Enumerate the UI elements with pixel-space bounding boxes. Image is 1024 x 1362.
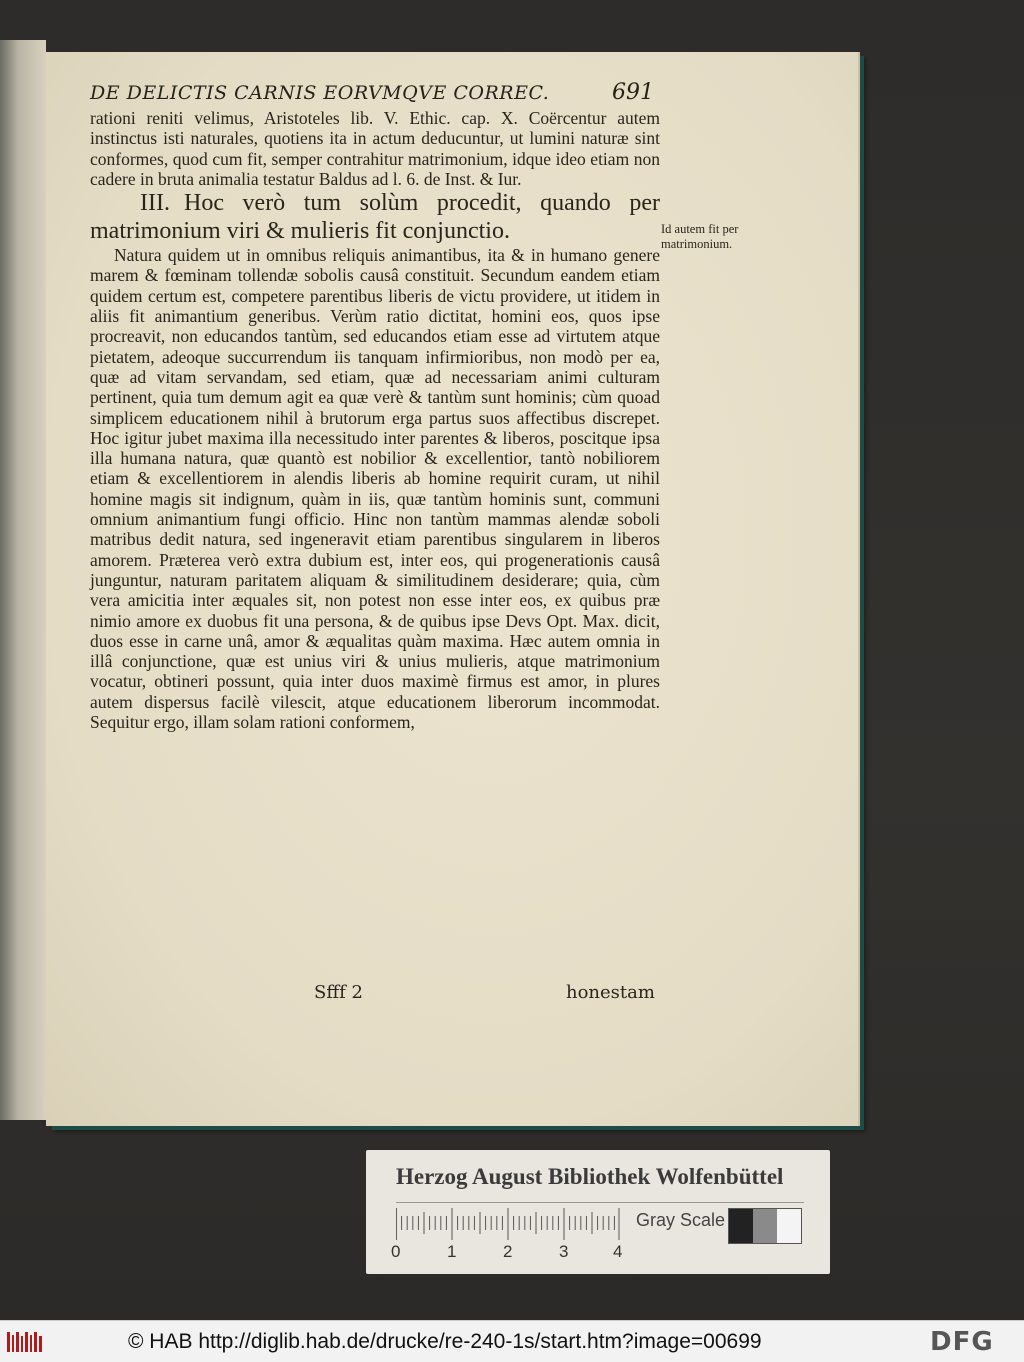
viewer-footer — [0, 1320, 1024, 1362]
section-heading-text: Hoc verò tum solùm procedit, quando per matrimonium viri & mulieris fit conjunctio. — [90, 190, 660, 245]
ruler-numbers — [391, 1242, 631, 1262]
gray-scale-swatches — [728, 1208, 802, 1244]
catchword: honestam — [566, 982, 655, 1003]
ruler-icon — [396, 1208, 620, 1240]
section-heading — [90, 189, 660, 245]
section-number: III. — [140, 190, 170, 217]
ruler-number: 0 — [391, 1242, 401, 1261]
ruler-number: 1 — [447, 1242, 457, 1261]
page-number: 691 — [612, 80, 654, 105]
paragraph: Natura quidem ut in omnibus reliquis animantibus, ita & in humano genere marem & fœminam tollendæ sobolis causâ constituit. Secundum eandem etiam quidem certum est, competere parentibus liberis de victu providere, ut itidem in aliis fit animantium generibus. Verùm ratio dictitat, homini eos, quos ipse procreavit, non educandos tantùm, sed educandos etiam esse ad virtutem atque pietatem, adeoque succurrendum iis tanquam infirmioribus, non modò per ea, quæ ad vitam servandam, sed etiam, quæ ad necessariam animi culturam pertinent, quia tum demum agit ea quæ verè & tantùm sunt hominis; cùm quoad simplicem educationem nihil à brutorum erga partus suos affectibus discrepet. Hoc igitur jubet maxima illa necessitudo inter parentes & liberos, poscitque ipsa illa humana natura, quæ quantò est nobilior & excellentior, tantò nobiliorem etiam & excellentiorem in alendis liberis ab homine requirit curam, ut nihil homine magis sit indignum, quàm in iis, quæ tantùm hominis sunt, communi omnium animantium fungi officio. Hinc non tantùm mammas alendæ soboli matribus dedit natura, sed ingeneravit etiam parentibus singularem in liberos amorem. Præterea verò extra dubium est, inter eos, qui progenerationis causâ junguntur, naturam paritatem aliquam & similitudinem desiderare; quia, cùm vera amicitia inter æquales sit, non potest non esse inter eos, ex quibus præ nimio amore ex duobus fit una persona, & de quibus ipse Devs Opt. Max. dicit, duos esse in carne unâ, amor & æqualitas quàm maxima. Hæc autem omnia in illâ conjunctione, quæ est unius viri & unius mulieris, atque matrimonium vocatur, obtineri possunt, quia inter duos maximè firmus est amor, in plures autem dispersus facilè vilescit, atque educationem liberorum incommodat. Sequitur ergo, illam solam rationi conformem, — [90, 245, 660, 733]
library-name: Herzog August Bibliothek Wolfenbüttel — [396, 1164, 784, 1189]
marginal-note: Id autem fit per matrimonium. — [661, 222, 739, 251]
gray-scale-label: Gray Scale — [636, 1210, 726, 1230]
ruler-number: 4 — [613, 1242, 623, 1261]
gray-swatch — [777, 1209, 801, 1243]
signature-mark: Sfff 2 — [314, 982, 363, 1003]
hab-logo-icon — [6, 1330, 44, 1354]
facing-page-edge — [0, 40, 46, 1120]
dfg-logo: DFG — [930, 1327, 994, 1357]
body-text — [90, 108, 660, 732]
ruler-number: 2 — [503, 1242, 513, 1261]
gray-swatch — [729, 1209, 753, 1243]
running-head: DE DELICTIS CARNIS EORVMQVE CORREC. — [90, 82, 550, 104]
color-calibration-bar — [366, 1150, 830, 1274]
divider — [396, 1202, 804, 1203]
book-page — [46, 52, 858, 1126]
paragraph: rationi reniti velimus, Aristoteles lib. V. Ethic. cap. X. Coërcentur autem instinctus isti naturales, quotiens ita in actum deducuntur, ut lumini naturæ sint conformes, quod cum fit, semper contrahitur matrimonium, idque ideo etiam non cadere in bruta animalia testatur Baldus ad l. 6. de Inst. & Iur. — [90, 108, 660, 189]
ruler-number: 3 — [559, 1242, 569, 1261]
gray-swatch — [753, 1209, 777, 1243]
copyright-link[interactable]: © HAB http://diglib.hab.de/drucke/re-240-1s/start.htm?image=00699 — [128, 1330, 762, 1353]
